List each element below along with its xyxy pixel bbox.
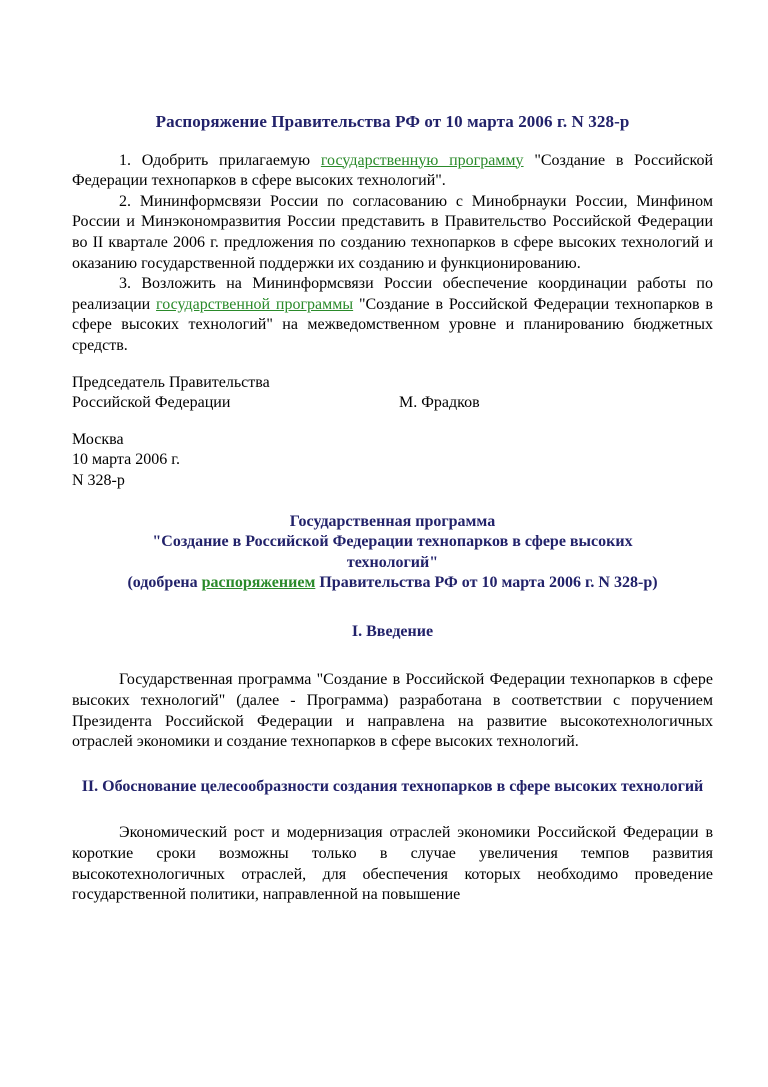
approval-text-before: (одобрена	[127, 574, 202, 592]
program-link-1[interactable]: государственную программу	[320, 151, 524, 169]
signer-position-line-2: Российской Федерации	[72, 394, 231, 412]
item-2: 2. Мининформсвязи России по согласованию с Минобрнауки России, Минфином России и Минэкономразвития России представить в Правительство Российской Федерации во II квартале 2006 г. предложения по созданию технопарков в сфере высоких технологий и оказанию государственной поддержки их созданию и функционированию.	[72, 192, 713, 272]
section-2-heading: II. Обоснование целесообразности создания технопарков в сфере высоких технологий	[81, 777, 704, 795]
item-1-text-after: "Создание в Российской Федерации технопарков в сфере высоких технологий".	[72, 151, 714, 190]
document-number: N 328-р	[72, 471, 125, 489]
section-1-heading: I. Введение	[351, 622, 434, 640]
program-title-block	[72, 512, 713, 594]
item-3-text-before: 3. Возложить на Мининформсвязи России обеспечение координации работы по реализации	[72, 275, 713, 313]
section-2-text: Экономический рост и модернизация отраслей экономики Российской Федерации в короткие сроки возможны только в случае увеличения темпов развития высокотехнологичных отраслей, для обеспечения которых необходимо проведение государственной политики, направленной на повышение	[72, 824, 713, 904]
program-title-line-2: "Создание в Российской Федерации технопарков в сфере высоких технологий"	[152, 533, 633, 571]
item-1	[72, 151, 713, 192]
item-1-text-before: 1. Одобрить прилагаемую	[119, 151, 321, 169]
order-link[interactable]: распоряжением	[201, 574, 316, 592]
document-page	[72, 112, 713, 906]
program-link-2[interactable]: государственной программы	[156, 295, 354, 313]
signer-name: М. Фрадков	[399, 394, 480, 412]
program-approval-line	[72, 573, 713, 594]
signature-block	[72, 373, 713, 414]
approval-text-after: Правительства РФ от 10 марта 2006 г. N 328-р)	[315, 574, 658, 592]
place-city: Москва	[72, 430, 124, 448]
section-1-text: Государственная программа "Создание в Российской Федерации технопарков в сфере высоких технологий" (далее - Программа) разработана в соответствии с поручением Президента Российской Федерации и направлена на развитие высокотехнологичных отраслей экономики и создание технопарков в сфере высоких технологий.	[72, 671, 713, 751]
place-date: 10 марта 2006 г.	[72, 451, 180, 469]
signer-position-line-1: Председатель Правительства	[72, 373, 270, 391]
place-date-block	[72, 430, 713, 492]
item-3-text-after: "Создание в Российской Федерации технопарков в сфере высоких технологий" на межведомственном уровне и планированию бюджетных средств.	[72, 295, 713, 354]
item-3	[72, 274, 713, 356]
program-title-line-1: Государственная программа	[289, 512, 496, 530]
document-title: Распоряжение Правительства РФ от 10 марта 2006 г. N 328-р	[155, 112, 630, 131]
